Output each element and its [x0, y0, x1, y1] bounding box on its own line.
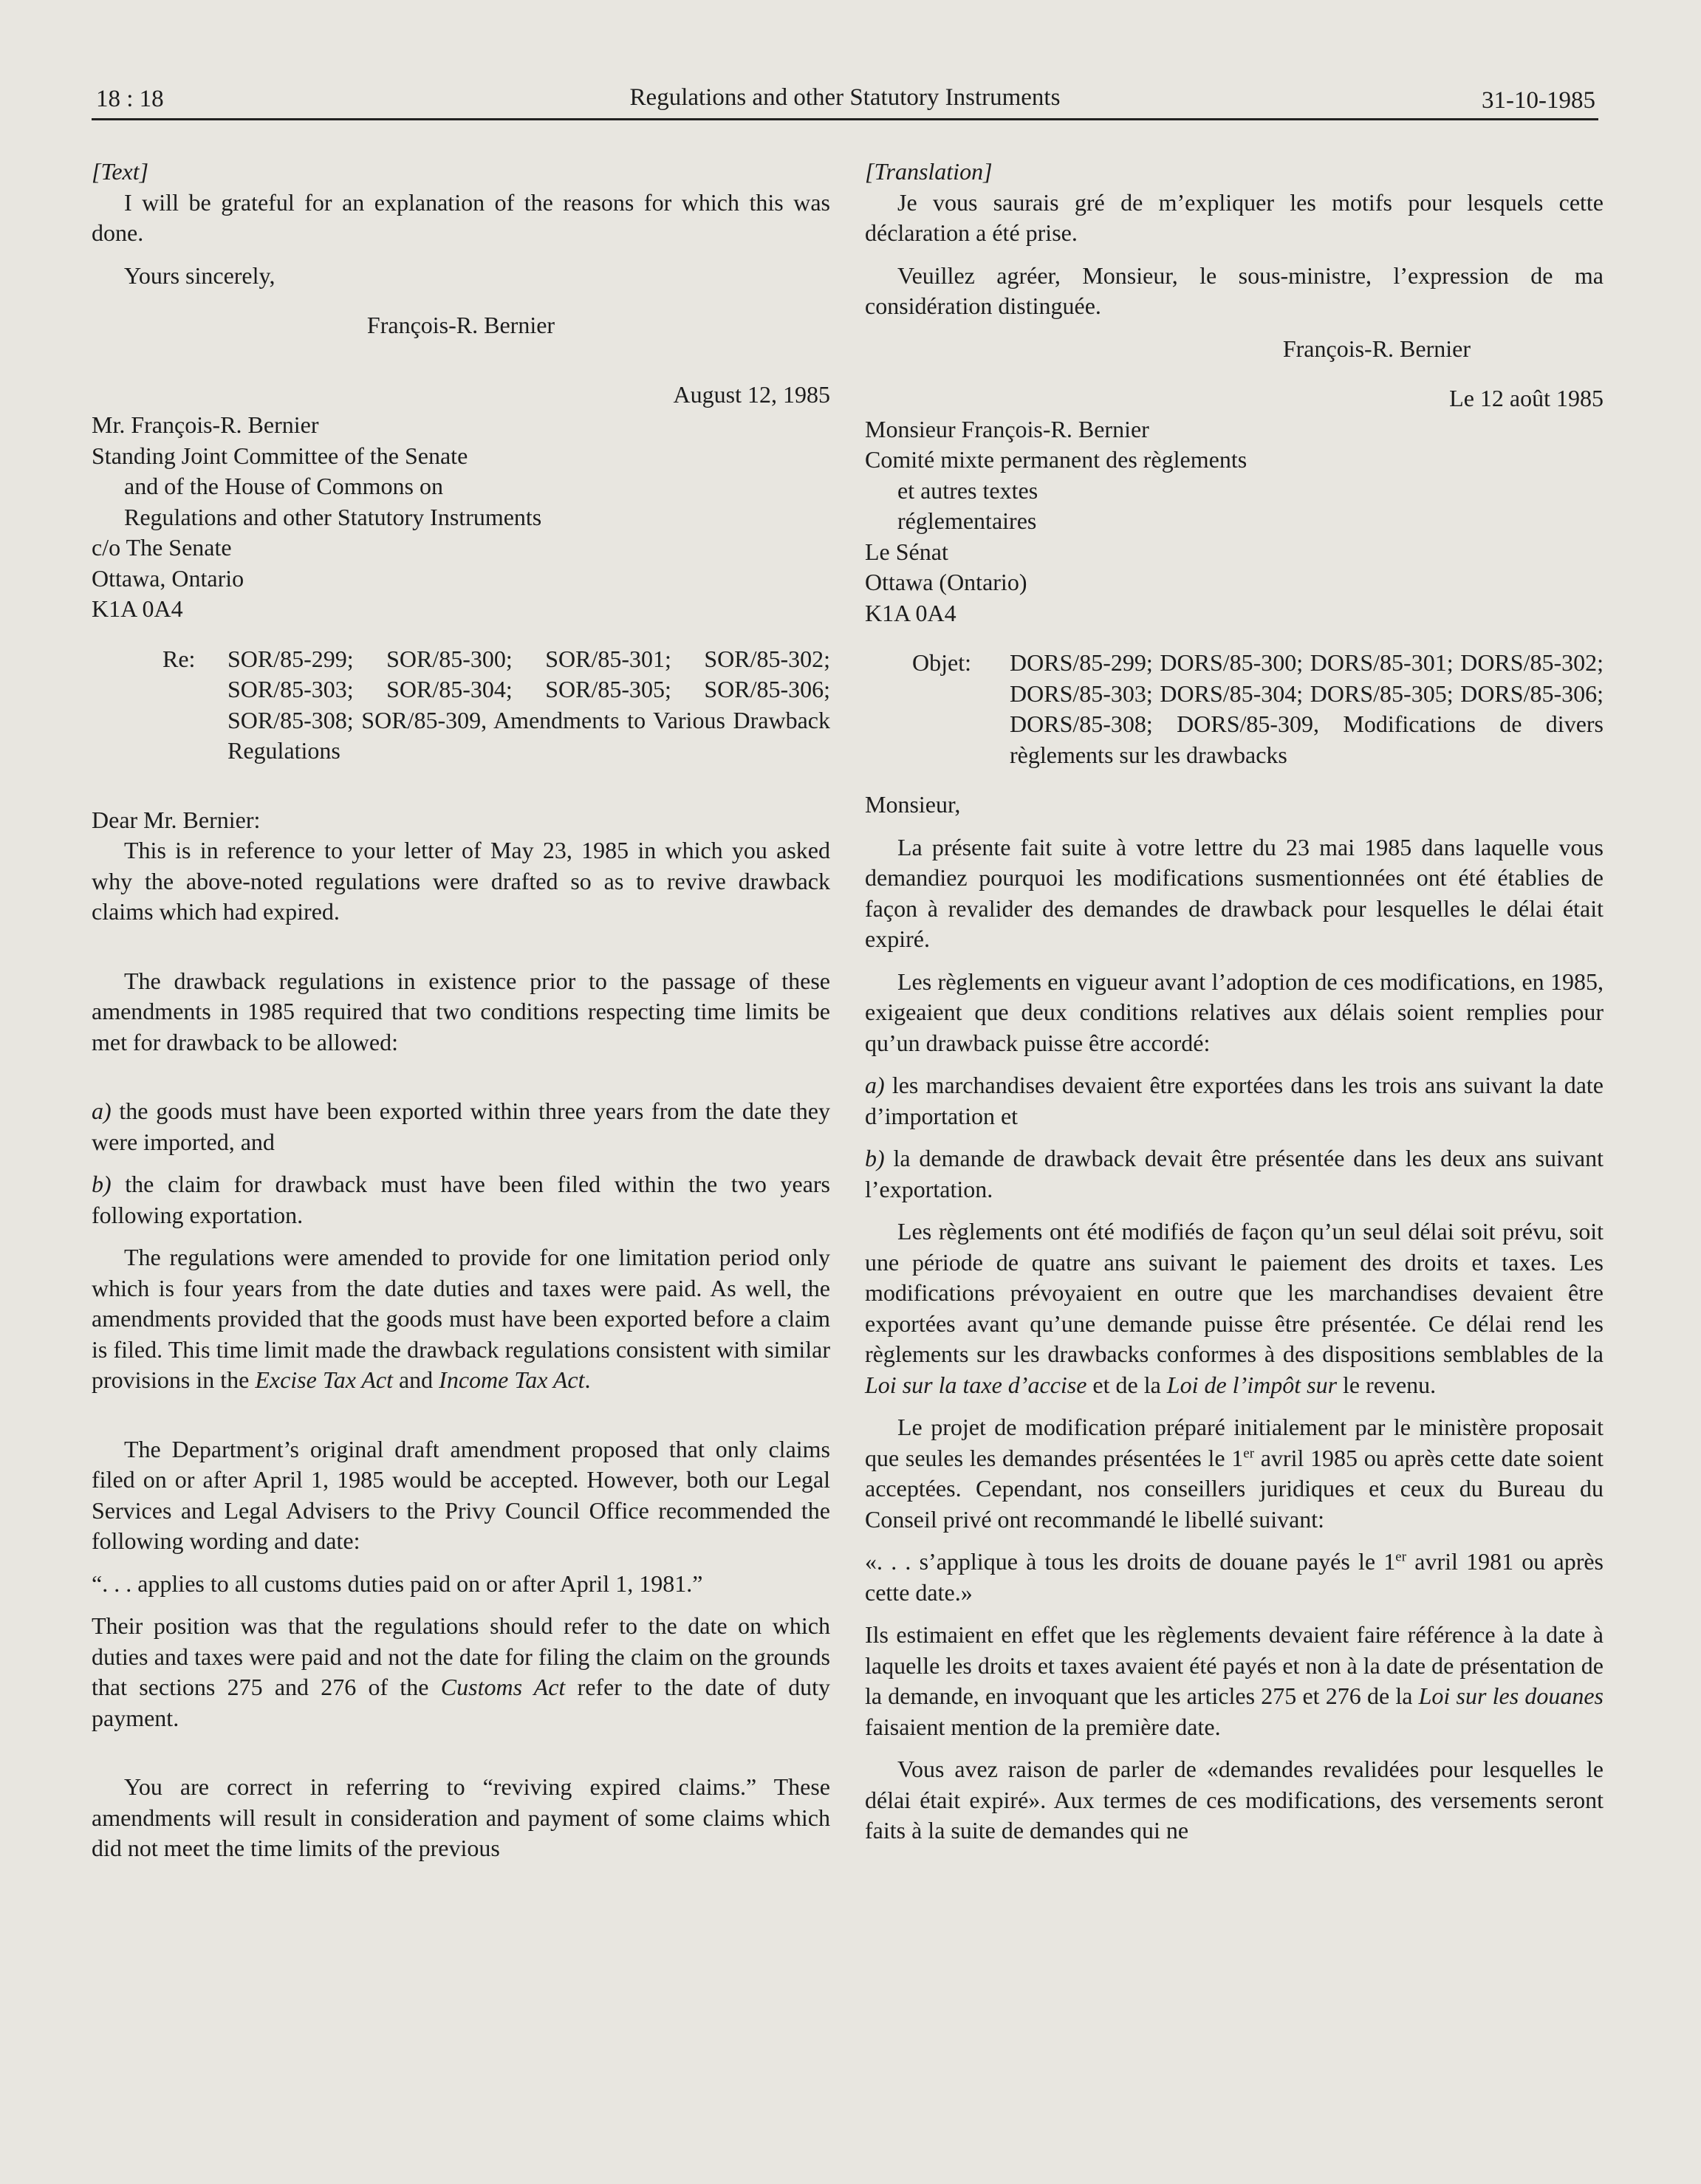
address-line: K1A 0A4: [865, 599, 956, 626]
address-line: Standing Joint Committee of the Senate: [92, 442, 468, 469]
signature-fr: François-R. Bernier: [1282, 335, 1471, 362]
running-header: [92, 80, 1598, 120]
english-column: [92, 157, 830, 1864]
address-line: réglementaires: [897, 507, 1037, 534]
address-block-fr: [865, 414, 1604, 629]
address-line: K1A 0A4: [92, 595, 183, 622]
paragraph-reviving-fr: Vous avez raison de parler de «demandes revalidées pour lesquelles le délai était expiré». Aux termes de ces modifications, des versements seront faits à la suite de demandes qui ne: [865, 1756, 1604, 1844]
address-line: Ottawa (Ontario): [865, 569, 1027, 595]
address-line: et autres textes: [897, 476, 1038, 504]
address-block: [92, 410, 830, 625]
paragraph-explanation: I will be grateful for an explanation of the reasons for which this was done.: [92, 188, 830, 246]
paragraph-conditions: The drawback regulations in existence prior to the passage of these amendments in 1985 required that two conditions respecting time limits be met for drawback to be allowed:: [92, 967, 830, 1055]
address-line: c/o The Senate: [92, 534, 232, 561]
re-line: [162, 644, 830, 767]
header-date: 31-10-1985: [1482, 87, 1595, 114]
closing: Yours sincerely,: [124, 261, 275, 289]
address-line: Mr. François-R. Bernier: [92, 411, 319, 438]
paragraph-draft-fr: Le projet de modification préparé initialement par le ministère proposait que seules les demandes présentées le 1er avril 1985 ou après cette date soient acceptées. Cependant, nos conseillers juridiques et ceux du Bureau du Conseil privé ont recommandé le libellé suivant:: [865, 1414, 1604, 1533]
page-number: 18 : 18: [96, 86, 164, 112]
header-title: Regulations and other Statutory Instruments: [629, 84, 1061, 111]
translation-tag: [Translation]: [865, 158, 993, 185]
address-line: Le Sénat: [865, 538, 948, 565]
quotation: “. . . applies to all customs duties paid on or after April 1, 1981.”: [92, 1569, 703, 1597]
re-label: Re:: [162, 645, 196, 672]
salutation-fr: Monsieur,: [865, 791, 961, 818]
paragraph-reference-fr: La présente fait suite à votre lettre du 23 mai 1985 dans laquelle vous demandiez pourquoi les modifications susmentionnées ont été établies de façon à revalider des demandes de drawback pour lesquelles le délai était expiré.: [865, 833, 1604, 952]
paragraph-amendment: The regulations were amended to provide for one limitation period only which is four years from the date duties and taxes were paid. As well, the amendments provided that the goods must have been exported before a claim is filed. This time limit made the drawback regulations consistent with similar provisions in the Excise Tax Act and Income Tax Act.: [92, 1244, 830, 1393]
objet-label: Objet:: [912, 649, 971, 676]
paragraph-reviving: You are correct in referring to “reviving expired claims.” These amendments will result in consideration and payment of some claims which did not meet the time limits of the previous: [92, 1773, 830, 1861]
letter-date-fr: Le 12 août 1985: [1449, 385, 1604, 411]
objet-line: [912, 648, 1604, 770]
list-item-b-fr: b) la demande de drawback devait être présentée dans les deux ans suivant l’exportation.: [865, 1145, 1604, 1202]
text-tag: [Text]: [92, 158, 149, 185]
salutation: Dear Mr. Bernier:: [92, 806, 261, 833]
address-line: and of the House of Commons on: [124, 473, 443, 499]
paragraph-amendment-fr: Les règlements ont été modifiés de façon qu’un seul délai soit prévu, soit une période de quatre ans suivant le paiement des droits et taxes. Les modifications prévoyaient en outre que les marchandises devaient être exportées avant qu’une demande puisse être présentée. Ce délai rend les règlements sur les drawbacks conformes à des dispositions semblables de la Loi sur la taxe d’accise et de la Loi de l’impôt sur le revenu.: [865, 1218, 1604, 1398]
closing-fr: Veuillez agréer, Monsieur, le sous-ministre, l’expression de ma considération distinguée.: [865, 261, 1604, 319]
paragraph-draft: The Department’s original draft amendment proposed that only claims filed on or after April 1, 1985 would be accepted. However, both our Legal Services and Legal Advisers to the Privy Council Office recommended the following wording and date:: [92, 1435, 830, 1554]
paragraph-reference: This is in reference to your letter of May 23, 1985 in which you asked why the above-noted regulations were drafted so as to revive drawback claims which had expired.: [92, 837, 830, 925]
paragraph-position: Their position was that the regulations should refer to the date on which duties and taxes were paid and not the date for filing the claim on the grounds that sections 275 and 276 of the Customs Act refer to the date of duty payment.: [92, 1612, 831, 1731]
address-line: Ottawa, Ontario: [92, 564, 244, 592]
paragraph-position-fr: Ils estimaient en effet que les règlements devaient faire référence à la date à laquelle les droits et taxes avaient été payés et non à la date de présentation de la demande, en invoquant que les articles 275 et 276 de la Loi sur les douanes faisaient mention de la première date.: [865, 1621, 1604, 1740]
re-text: SOR/85-299; SOR/85-300; SOR/85-301; SOR/85-302; SOR/85-303; SOR/85-304; SOR/85-305; SOR/85-306; SOR/85-308; SOR/85-309, Amendments to Various Drawback Regulations: [227, 645, 830, 764]
address-line: Regulations and other Statutory Instruments: [124, 503, 542, 530]
address-line: Monsieur François-R. Bernier: [865, 415, 1149, 442]
paragraph-explication: Je vous saurais gré de m’expliquer les motifs pour lesquels cette déclaration a été prise.: [865, 188, 1604, 246]
french-column: [865, 157, 1604, 1846]
list-item-a: a) the goods must have been exported within three years from the date they were imported, and: [92, 1098, 830, 1155]
letter-date: August 12, 1985: [673, 380, 830, 408]
signature: François-R. Bernier: [366, 312, 555, 338]
address-line: Comité mixte permanent des règlements: [865, 446, 1247, 473]
quotation-fr: «. . . s’applique à tous les droits de douane payés le 1er avril 1981 ou après cette date.»: [865, 1548, 1604, 1606]
list-item-b: b) the claim for drawback must have been filed within the two years following exportation.: [92, 1171, 830, 1228]
paragraph-conditions-fr: Les règlements en vigueur avant l’adoption de ces modifications, en 1985, exigeaient que deux conditions relatives aux délais soient remplies pour qu’un drawback puisse être accordé:: [865, 968, 1604, 1056]
objet-text: DORS/85-299; DORS/85-300; DORS/85-301; DORS/85-302; DORS/85-303; DORS/85-304; DORS/85-305; DORS/85-306; DORS/85-308; DORS/85-309, Modifications de divers règlements sur les drawbacks: [1010, 649, 1604, 768]
list-item-a-fr: a) les marchandises devaient être exportées dans les trois ans suivant la date d’importation et: [865, 1072, 1604, 1129]
